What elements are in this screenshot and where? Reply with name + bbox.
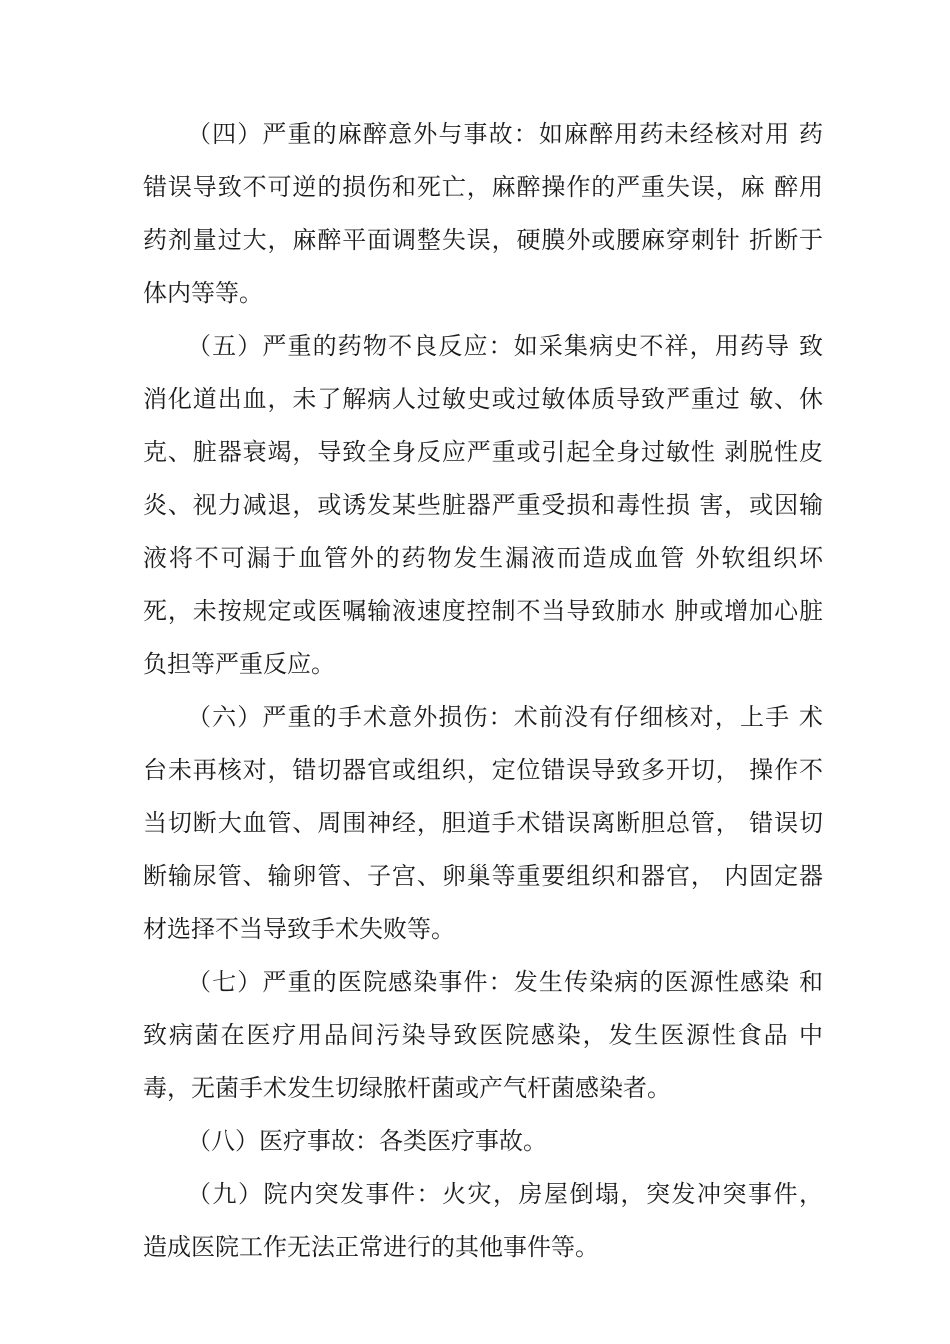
text-line: 体内等等。 (143, 279, 263, 307)
text-line: 克、脏器衰竭，导致全身反应严重或引起全身过敏性 剥脱性皮 (143, 438, 823, 466)
text-line: 断输尿管、输卵管、子宫、卵巢等重要组织和器官， 内固定器 (143, 862, 823, 890)
text-line: （九）院内突发事件：火灾，房屋倒塌，突发冲突事件， (187, 1180, 823, 1208)
text-line: 造成医院工作无法正常进行的其他事件等。 (143, 1233, 599, 1261)
text-line: 毒，无菌手术发生切绿脓杆菌或产气杆菌感染者。 (143, 1074, 671, 1102)
text-line: （五）严重的药物不良反应：如采集病史不祥，用药导 致 (187, 332, 823, 360)
text-line: 死，未按规定或医嘱输液速度控制不当导致肺水 肿或增加心脏 (143, 597, 823, 625)
text-line: 炎、视力减退，或诱发某些脏器严重受损和毒性损 害，或因输 (143, 491, 823, 519)
text-line: 负担等严重反应。 (143, 650, 335, 678)
text-line: 消化道出血，未了解病人过敏史或过敏体质导致严重过 敏、休 (143, 385, 823, 413)
text-line: 液将不可漏于血管外的药物发生漏液而造成血管 外软组织坏 (143, 544, 823, 572)
text-line: 错误导致不可逆的损伤和死亡，麻醉操作的严重失误，麻 醉用 (143, 173, 823, 201)
document-body (143, 112, 823, 1278)
text-line: （七）严重的医院感染事件：发生传染病的医源性感染 和 (187, 968, 823, 996)
text-line: 药剂量过大，麻醉平面调整失误，硬膜外或腰麻穿刺针 折断于 (143, 226, 823, 254)
text-line: （四）严重的麻醉意外与事故：如麻醉用药未经核对用 药 (187, 120, 823, 148)
text-line: 致病菌在医疗用品间污染导致医院感染，发生医源性食品 中 (143, 1021, 823, 1049)
text-line: （八）医疗事故：各类医疗事故。 (187, 1127, 547, 1155)
text-line: 当切断大血管、周围神经，胆道手术错误离断胆总管， 错误切 (143, 809, 823, 837)
text-line: 台未再核对，错切器官或组织，定位错误导致多开切， 操作不 (143, 756, 823, 784)
text-line: 材选择不当导致手术失败等。 (143, 915, 455, 943)
text-line: （六）严重的手术意外损伤：术前没有仔细核对，上手 术 (187, 703, 823, 731)
